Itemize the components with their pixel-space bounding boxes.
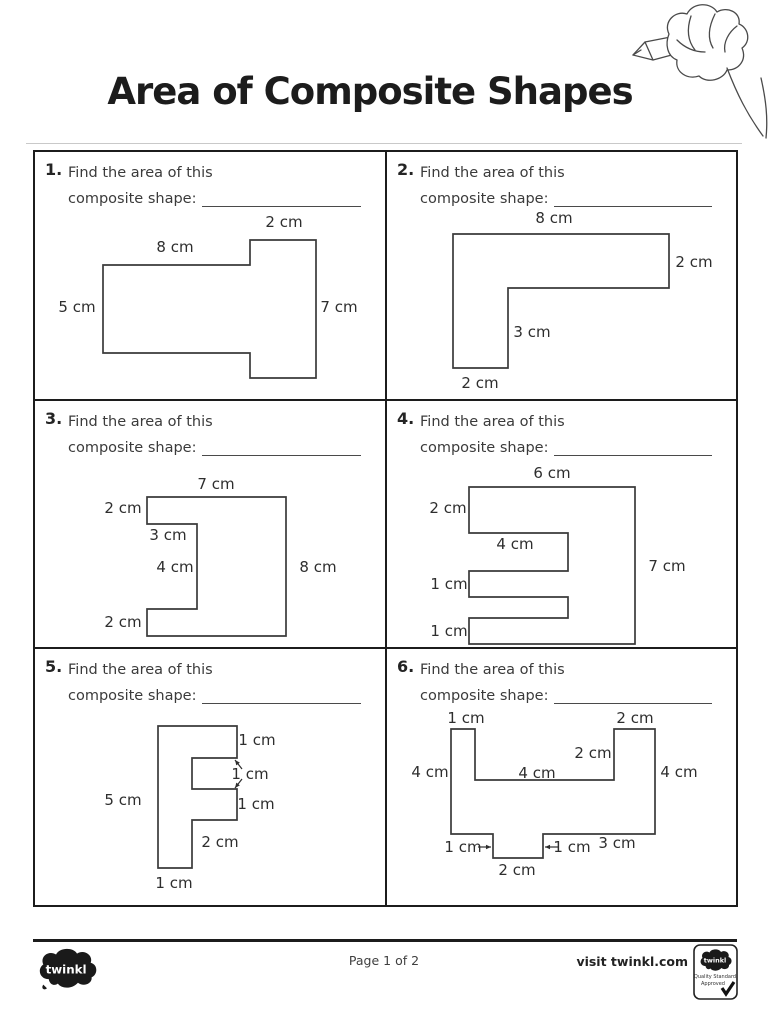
problem-number: 2. (397, 160, 415, 179)
dimension-label: 1 cm (231, 765, 269, 783)
prompt-line-2: composite shape: (420, 440, 549, 456)
worksheet-grid (33, 150, 738, 907)
problem-cell-5 (35, 647, 385, 905)
badge-line-2: Approved (701, 981, 725, 987)
problem-number: 6. (397, 657, 415, 676)
dimension-label: 1 cm (155, 874, 193, 892)
prompt-line-1: Find the area of this (68, 414, 213, 430)
dimension-arrow-icon (486, 845, 491, 849)
badge-logo-text: twinkl (703, 956, 727, 965)
shape-diagram (387, 401, 736, 647)
prompt-line-1: Find the area of this (420, 662, 565, 678)
prompt-line-1: Find the area of this (420, 165, 565, 181)
dimension-label: 4 cm (518, 764, 556, 782)
problem-cell-2 (385, 152, 736, 399)
dimension-label: 2 cm (574, 744, 612, 762)
page-title: Area of Composite Shapes (107, 70, 633, 113)
dimension-arrow-icon (545, 845, 550, 849)
problem-cell-6 (385, 647, 736, 905)
shape-diagram (387, 649, 736, 905)
dimension-label: 6 cm (533, 464, 571, 482)
prompt-line-2: composite shape: (68, 688, 197, 704)
prompt-line-2: composite shape: (420, 688, 549, 704)
dimension-label: 4 cm (496, 535, 534, 553)
dimension-label: 7 cm (320, 298, 358, 316)
shape-diagram (35, 401, 385, 647)
visit-twinkl-link[interactable]: visit twinkl.com (576, 954, 688, 969)
shape-diagram (387, 152, 736, 399)
quality-approved-badge (693, 944, 738, 1000)
problem-cell-3 (35, 399, 385, 647)
dimension-label: 2 cm (616, 709, 654, 727)
prompt-line-1: Find the area of this (68, 662, 213, 678)
dimension-label: 4 cm (411, 763, 449, 781)
dimension-label: 2 cm (104, 613, 142, 631)
composite-shape-outline (387, 152, 736, 399)
dimension-label: 4 cm (660, 763, 698, 781)
dimension-label: 2 cm (498, 861, 536, 879)
problem-number: 1. (45, 160, 63, 179)
composite-shape-outline (35, 649, 385, 905)
composite-shape-outline (35, 401, 385, 647)
dimension-label: 1 cm (430, 575, 468, 593)
dimension-label: 7 cm (197, 475, 235, 493)
problem-number: 5. (45, 657, 63, 676)
problem-cell-1 (35, 152, 385, 399)
composite-shape-outline (387, 401, 736, 647)
footer-divider (33, 939, 737, 942)
shape-diagram (35, 152, 385, 399)
dimension-label: 3 cm (149, 526, 187, 544)
problem-cell-4 (385, 399, 736, 647)
page-indicator: Page 1 of 2 (348, 953, 420, 968)
dimension-label: 7 cm (648, 557, 686, 575)
shape-diagram (35, 649, 385, 905)
twinkl-logo-text: twinkl (45, 962, 87, 977)
dimension-label: 2 cm (104, 499, 142, 517)
dimension-label: 2 cm (675, 253, 713, 271)
dimension-label: 1 cm (447, 709, 485, 727)
dimension-label: 5 cm (58, 298, 96, 316)
dimension-label: 1 cm (553, 838, 591, 856)
dimension-label: 8 cm (299, 558, 337, 576)
prompt-line-1: Find the area of this (68, 165, 213, 181)
problem-number: 4. (397, 409, 415, 428)
dimension-label: 1 cm (430, 622, 468, 640)
dimension-label: 8 cm (535, 209, 573, 227)
prompt-line-2: composite shape: (68, 191, 197, 207)
dimension-label: 5 cm (104, 791, 142, 809)
prompt-line-2: composite shape: (420, 191, 549, 207)
prompt-line-2: composite shape: (68, 440, 197, 456)
dimension-label: 2 cm (265, 213, 303, 231)
dimension-label: 3 cm (513, 323, 551, 341)
composite-shape-outline (35, 152, 385, 399)
dimension-label: 3 cm (598, 834, 636, 852)
badge-line-1: Quality Standard (693, 974, 737, 980)
dimension-label: 1 cm (237, 795, 275, 813)
dimension-label: 1 cm (444, 838, 482, 856)
problem-number: 3. (45, 409, 63, 428)
prompt-line-1: Find the area of this (420, 414, 565, 430)
dimension-label: 2 cm (201, 833, 239, 851)
dimension-label: 2 cm (429, 499, 467, 517)
dimension-label: 8 cm (156, 238, 194, 256)
dimension-label: 2 cm (461, 374, 499, 392)
title-divider (26, 143, 742, 144)
dimension-label: 4 cm (156, 558, 194, 576)
dimension-label: 1 cm (238, 731, 276, 749)
